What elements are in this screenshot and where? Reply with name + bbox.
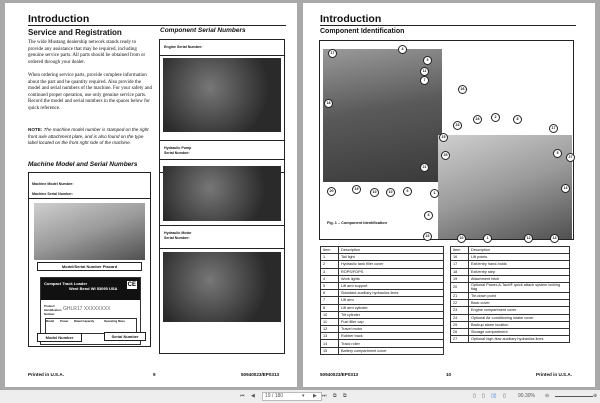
- zoom-level[interactable]: 90.30%: [518, 393, 535, 399]
- description-header: Description: [339, 247, 444, 254]
- item-description: Battery compartment cover: [339, 347, 444, 354]
- item-description: Hydraulic tank filler cover: [339, 261, 444, 268]
- callout-number: 27: [566, 153, 575, 162]
- placard-location-photo: [34, 203, 145, 260]
- item-description: Lift arm support: [339, 282, 444, 289]
- callout-number: 10: [457, 234, 466, 243]
- item-header: Item: [451, 247, 469, 254]
- description-header: Description: [469, 247, 570, 254]
- item-number: 25: [451, 321, 469, 328]
- motor-serial-label: Serial Number:: [164, 236, 190, 240]
- item-number: 7: [321, 297, 339, 304]
- callout-number: 24: [473, 115, 482, 124]
- motor-photo: [163, 252, 281, 322]
- note: [28, 127, 154, 147]
- pump-serial-label: Serial Number:: [164, 151, 190, 155]
- figure-box: [319, 40, 574, 240]
- callout-number: 23: [453, 121, 462, 130]
- model-number-label: Model Number: [37, 333, 82, 342]
- figure-caption: Fig. 1 – Component Identification: [327, 221, 387, 225]
- callout-number: 11: [420, 67, 429, 76]
- item-number: 2: [321, 261, 339, 268]
- callout-number: 18: [324, 99, 333, 108]
- table-row: [451, 307, 570, 314]
- right-page: [303, 3, 595, 387]
- machine-serial-box: [28, 172, 151, 347]
- callout-number: 6: [403, 187, 412, 196]
- item-description: Backup alarm location: [469, 321, 570, 328]
- item-description: Optional Power-A-Tach® quick attach system locking flag: [469, 282, 570, 292]
- footer-left: 50940023/EP0313: [320, 372, 359, 377]
- callout-number: 4: [424, 211, 433, 220]
- item-description: Exit/entry step: [469, 268, 570, 275]
- item-description: Track roller: [339, 340, 444, 347]
- item-description: Lift arm: [339, 297, 444, 304]
- callout-number: 15: [439, 133, 448, 142]
- item-number: 27: [451, 336, 469, 343]
- serial-number-label: Serial Number: [104, 332, 146, 341]
- item-description: Back cover: [469, 300, 570, 307]
- note-text: The machine model number is stamped on the right front axle attachment plate, and is also found on the type label located on the front right side of the machine.: [28, 127, 149, 145]
- item-description: Travel motor: [339, 326, 444, 333]
- table-row: [321, 297, 444, 304]
- placard-label: Model/Serial Number Placard: [37, 262, 142, 271]
- table-row: [321, 304, 444, 311]
- item-description: Attachment hitch: [469, 275, 570, 282]
- machine-serial-label: Machine Serial Number:: [32, 192, 73, 196]
- callout-number: 25: [441, 151, 450, 160]
- table-header: [321, 247, 444, 254]
- item-description: Tail light: [339, 254, 444, 261]
- pin-label: Product Identification Number: [44, 304, 62, 316]
- viewer-toolbar: [0, 390, 600, 403]
- component-heading: Component Serial Numbers: [160, 27, 246, 34]
- zoom-slider[interactable]: [555, 396, 593, 397]
- item-number: 26: [451, 328, 469, 335]
- item-number: 16: [451, 254, 469, 261]
- placard-col: Operating Mass: [104, 319, 125, 323]
- item-description: Optional high-flow auxiliary hydraulics lines: [469, 336, 570, 343]
- page-title: Introduction: [28, 13, 90, 25]
- table-row: [451, 300, 570, 307]
- table-row: [451, 261, 570, 268]
- callout-number: 10: [386, 188, 395, 197]
- page-input[interactable]: 19 / 180: [262, 392, 322, 401]
- item-number: 15: [321, 347, 339, 354]
- item-number: 20: [451, 282, 469, 292]
- forward-view-icon[interactable]: ⧉: [343, 393, 347, 399]
- page-dropdown-icon[interactable]: ▾: [302, 393, 305, 399]
- zoom-in-button[interactable]: ⊕: [593, 393, 598, 399]
- table-header: [451, 247, 570, 254]
- table-row: [451, 321, 570, 328]
- footer-right: 50940023/EP0313: [241, 372, 280, 377]
- footer-right: Printed in U.S.A.: [536, 372, 572, 377]
- placard-address: West Bend WI 53095 USA: [69, 286, 118, 291]
- item-number: 5: [321, 282, 339, 289]
- item-number: 3: [321, 268, 339, 275]
- table-row: [451, 292, 570, 299]
- paragraph: The wide Mustang dealership network stands ready to provide any assistance that may be required, including genuine service parts. All parts should be obtained from or ordered through your dealer.: [28, 40, 146, 65]
- table-row: [321, 282, 444, 289]
- engine-serial-label: Engine Serial Number:: [164, 45, 203, 49]
- item-number: 1: [321, 254, 339, 261]
- left-page: [5, 3, 297, 387]
- page-number: 10: [446, 372, 452, 377]
- component-box-2: [159, 164, 285, 354]
- callout-number: 12: [524, 234, 533, 243]
- callout-number: 10: [370, 188, 379, 197]
- component-table-right: [450, 246, 570, 343]
- pin-value: GHLR17 XXXXXXXX: [63, 306, 111, 312]
- item-description: Tilt cylinder: [339, 311, 444, 318]
- table-row: [321, 340, 444, 347]
- table-row: [321, 318, 444, 325]
- ce-mark: CE: [127, 282, 136, 288]
- item-description: Lift arm cylinder: [339, 304, 444, 311]
- table-row: [451, 268, 570, 275]
- callout-number: 13: [561, 184, 570, 193]
- callout-number: 1: [430, 189, 439, 198]
- item-description: Rubber track: [339, 333, 444, 340]
- last-page-button[interactable]: ⏭: [322, 393, 327, 399]
- callout-number: 26: [458, 85, 467, 94]
- item-number: 22: [451, 300, 469, 307]
- item-description: Lift points: [469, 254, 570, 261]
- item-number: 13: [321, 333, 339, 340]
- motor-label: Hydraulic Motor: [164, 231, 192, 235]
- callout-number: 7: [420, 76, 429, 85]
- paragraph: When ordering service parts, provide complete information about the part and he quantity required. Also provide the model and serial numbers of the machine. For your safety and continued proper operation, use only genuine service parts. Record the model and serial numbers in the spaces below for quick reference.: [28, 73, 152, 111]
- callout-number: 5: [553, 149, 562, 158]
- item-number: 21: [451, 292, 469, 299]
- callout-number: 17: [328, 49, 337, 58]
- prev-page-button[interactable]: ◀: [251, 393, 255, 399]
- item-description: Standard auxiliary hydraulics lines: [339, 290, 444, 297]
- table-row: [321, 254, 444, 261]
- callout-number: 19: [352, 185, 361, 194]
- table-row: [451, 254, 570, 261]
- callout-number: 8: [513, 115, 522, 124]
- callout-number: 14: [550, 234, 559, 243]
- placard-col: Power: [60, 319, 69, 323]
- machine-model-label: Machine Model Number:: [32, 182, 74, 186]
- table-row: [451, 275, 570, 282]
- table-row: [451, 328, 570, 335]
- table-row: [321, 261, 444, 268]
- item-number: 10: [321, 311, 339, 318]
- callout-number: 4: [398, 45, 407, 54]
- table-row: [321, 347, 444, 354]
- placard-title: Compact Track Loader: [44, 281, 88, 286]
- page-number: 9: [153, 372, 156, 377]
- pump-label: Hydraulic Pump: [164, 146, 192, 150]
- item-number: 12: [321, 326, 339, 333]
- table-row: [451, 282, 570, 292]
- section-heading: Component Identification: [320, 28, 405, 35]
- item-number: 11: [321, 318, 339, 325]
- continuous-page-icon[interactable]: ▯: [482, 393, 485, 399]
- item-number: 23: [451, 307, 469, 314]
- note-label: NOTE:: [28, 127, 43, 132]
- item-number: 14: [321, 340, 339, 347]
- two-page-continuous-icon[interactable]: ▯: [503, 393, 506, 399]
- back-view-icon[interactable]: ⧉: [333, 393, 337, 399]
- item-description: Tie-down point: [469, 292, 570, 299]
- engine-photo: [163, 58, 281, 132]
- table-row: [321, 275, 444, 282]
- item-description: Storage compartment: [469, 328, 570, 335]
- item-number: 4: [321, 275, 339, 282]
- item-number: 17: [451, 261, 469, 268]
- callout-number: 17: [549, 124, 558, 133]
- table-row: [451, 336, 570, 343]
- zoom-out-button[interactable]: ⊖: [545, 393, 550, 399]
- item-number: 24: [451, 314, 469, 321]
- callout-number: 2: [491, 113, 500, 122]
- item-description: Work lights: [339, 275, 444, 282]
- placard-col: Model: [46, 319, 55, 323]
- pump-photo: [163, 166, 281, 221]
- item-description: ROPS/FOPS: [339, 268, 444, 275]
- table-row: [451, 314, 570, 321]
- item-description: Optional Air conditioning intake cover: [469, 314, 570, 321]
- title-rule: [28, 25, 286, 26]
- machine-heading: Machine Model and Serial Numbers: [28, 161, 138, 168]
- item-description: Fuel filler cap: [339, 318, 444, 325]
- placard-col: Rated Capacity: [74, 319, 95, 323]
- table-row: [321, 290, 444, 297]
- next-page-button[interactable]: ▶: [313, 393, 317, 399]
- item-number: 19: [451, 275, 469, 282]
- first-page-button[interactable]: ⏮: [240, 393, 245, 399]
- loader-rear-photo: [438, 135, 572, 239]
- single-page-icon[interactable]: ▯: [473, 393, 476, 399]
- table-row: [321, 311, 444, 318]
- callout-number: 20: [327, 187, 336, 196]
- item-description: Engine compartment cover: [469, 307, 570, 314]
- title-rule: [320, 25, 576, 26]
- footer-left: Printed in U.S.A.: [28, 372, 64, 377]
- table-row: [321, 268, 444, 275]
- callout-number: 3: [423, 56, 432, 65]
- callout-number: 22: [423, 232, 432, 241]
- item-number: 8: [321, 304, 339, 311]
- page-title: Introduction: [320, 13, 382, 25]
- item-description: Exit/entry hand-holds: [469, 261, 570, 268]
- callout-number: 21: [420, 163, 429, 172]
- item-number: 18: [451, 268, 469, 275]
- component-box-1: [159, 39, 285, 173]
- two-page-icon[interactable]: ▯▯: [491, 393, 497, 399]
- section-heading: Service and Registration: [28, 28, 122, 37]
- component-table-left: [320, 246, 444, 355]
- table-row: [321, 326, 444, 333]
- item-header: Item: [321, 247, 339, 254]
- table-row: [321, 333, 444, 340]
- callout-number: 1: [483, 234, 492, 243]
- item-number: 6: [321, 290, 339, 297]
